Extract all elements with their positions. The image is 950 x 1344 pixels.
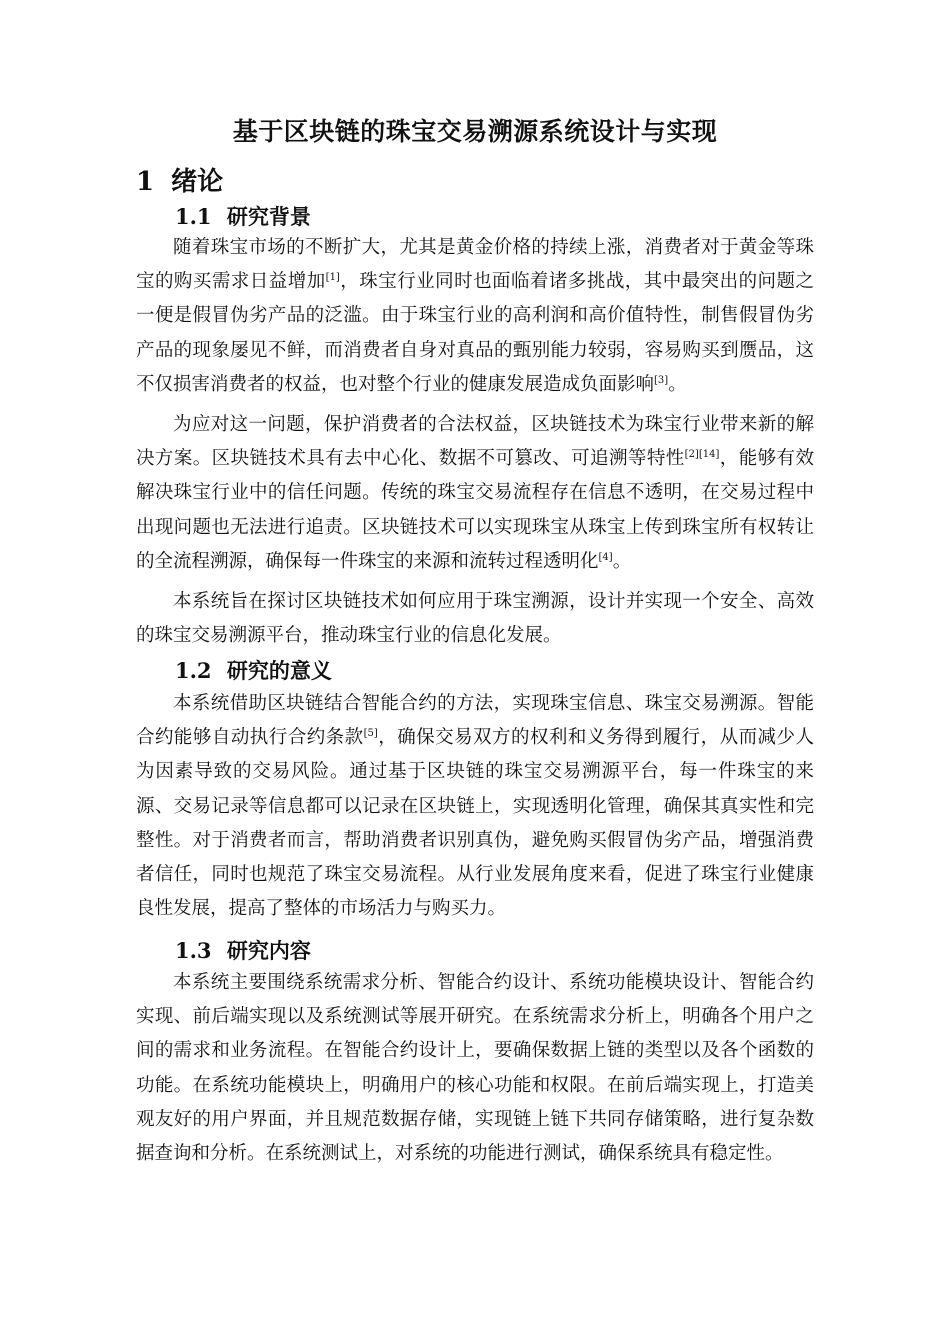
- text-run: ，珠宝行业同时也面临着诸多挑战，其中最突出的问题之一便是假冒伪劣产品的泛滥。由于珠宝行业的高利润和高价值特性，制售假冒伪劣产品的现象屡见不鲜，而消费者自身对真品的甄别能力较弱，容易购买到赝品，这不仅损害消费者的权益，也对整个行业的健康发展造成负面影响: [136, 271, 814, 395]
- text-run: 。: [668, 373, 687, 395]
- citation-ref: [5]: [363, 728, 378, 740]
- text-run: 随着珠宝市场的不断扩大，尤其是黄金价格的持续上涨，消费者对于黄金等珠宝的购买需求日益增加: [136, 237, 814, 293]
- section-heading-1-2: [175, 655, 332, 685]
- citation-ref: [2][14]: [684, 449, 720, 461]
- text-run: 为应对这一问题，保护消费者的合法权益，区块链技术为珠宝行业带来新的解决方案。区块链技术具有去中心化、数据不可篡改、可追溯等特性: [136, 414, 814, 470]
- paper-title: 基于区块链的珠宝交易溯源系统设计与实现: [232, 117, 718, 146]
- text-run: ，确保交易双方的权利和义务得到履行，从而减少人为因素导致的交易风险。通过基于区块链的珠宝交易溯源平台，每一件珠宝的来源、交易记录等信息都可以记录在区块链上，实现透明化管理，确保其真实性和完整性。对于消费者而言，帮助消费者识别真伪，避免购买假冒伪劣产品，增强消费者信任，同时也规范了珠宝交易流程。从行业发展角度来看，促进了珠宝行业健康良性发展，提高了整体的市场活力与购买力。: [136, 727, 814, 920]
- paragraph: [136, 687, 814, 926]
- chapter-heading: [136, 161, 223, 198]
- section-heading-1-3: [175, 935, 311, 965]
- text-run: 本系统借助区块链结合智能合约的方法，实现珠宝信息、珠宝交易溯源。智能合约能够自动执行合约条款: [136, 693, 814, 749]
- text-run: 本系统主要围绕系统需求分析、智能合约设计、系统功能模块设计、智能合约实现、前后端实现以及系统测试等展开研究。在系统需求分析上，明确各个用户之间的需求和业务流程。在智能合约设计上，要确保数据上链的类型以及各个函数的功能。在系统功能模块上，明确用户的核心功能和权限。在前后端实现上，打造美观友好的用户界面，并且规范数据存储，实现链上链下共同存储策略，进行复杂数据查询和分析。在系统测试上，对系统的功能进行测试，确保系统具有稳定性。: [136, 972, 814, 1165]
- section-number: 1.3: [175, 938, 212, 963]
- citation-ref: [4]: [598, 551, 613, 563]
- chapter-title: 绪论: [171, 167, 224, 197]
- text-run: ，能够有效解决珠宝行业中的信任问题。传统的珠宝交易流程存在信息不透明，在交易过程中出现问题也无法进行追责。区块链技术可以实现珠宝从珠宝上传到珠宝所有权转让的全流程溯源，确保每一件珠宝的来源和流转过程透明化: [136, 448, 814, 572]
- citation-ref: [3]: [654, 374, 669, 386]
- paragraph: [136, 585, 814, 653]
- section-title: 研究背景: [226, 204, 311, 229]
- section-heading-1-1: [175, 201, 311, 231]
- section-title: 研究的意义: [226, 658, 332, 683]
- paragraph: [136, 966, 814, 1171]
- paragraph: [136, 408, 814, 579]
- section-number: 1.1: [175, 204, 212, 229]
- section-number: 1.2: [175, 658, 212, 683]
- citation-ref: [1]: [325, 272, 340, 284]
- paragraph: [136, 231, 814, 402]
- text-run: 本系统旨在探讨区块链技术如何应用于珠宝溯源，设计并实现一个安全、高效的珠宝交易溯源平台，推动珠宝行业的信息化发展。: [136, 591, 814, 647]
- chapter-number: 1: [136, 167, 155, 197]
- text-run: 。: [612, 550, 632, 572]
- section-title: 研究内容: [226, 938, 311, 963]
